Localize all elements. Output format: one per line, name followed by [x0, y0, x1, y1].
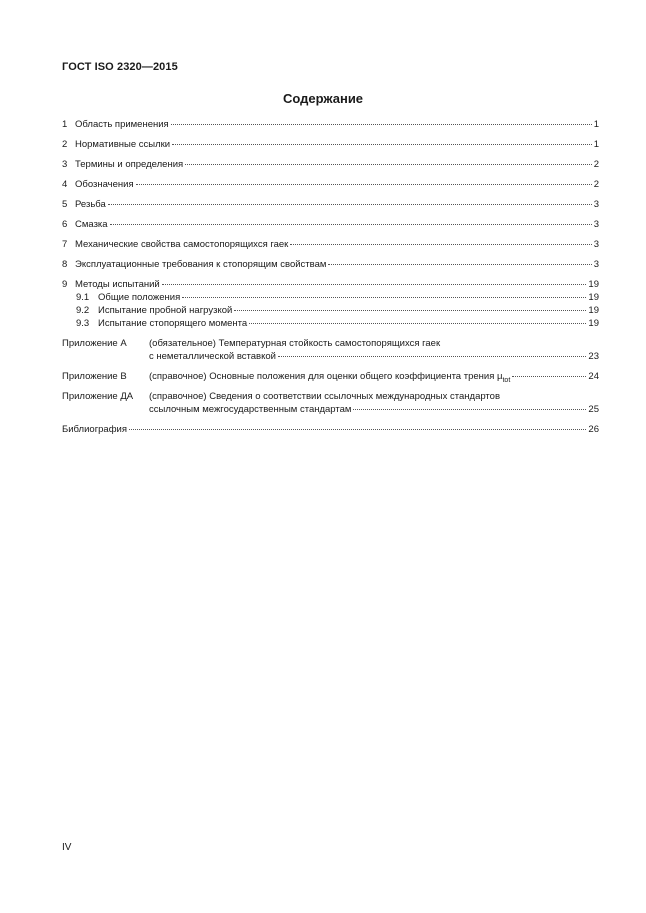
toc-entry-number: 8 [62, 259, 68, 270]
toc-entry-page: 3 [593, 219, 599, 230]
bibliography-page: 26 [588, 424, 599, 435]
toc-entry-1[interactable] [62, 119, 599, 131]
toc-entry-9-1[interactable] [62, 292, 599, 304]
appendix-da-line1[interactable] [62, 391, 599, 403]
toc-entry-title: Эксплуатационные требования к стопорящим свойствам [75, 259, 327, 270]
standard-header: ГОСТ ISO 2320—2015 [62, 61, 178, 73]
appendix-da-line2[interactable] [62, 404, 599, 416]
toc-entry-number: 9 [62, 279, 68, 290]
dot-leader [172, 144, 592, 145]
toc-entry-number: 1 [62, 119, 68, 130]
toc-entry-9[interactable] [62, 279, 599, 291]
page-title: Содержание [282, 91, 364, 106]
appendix-title: (обязательное) Температурная стойкость самостопорящихся гаек [149, 338, 441, 349]
toc-entry-7[interactable] [62, 239, 599, 251]
toc-entry-number: 5 [62, 199, 68, 210]
appendix-title: (справочное) Основные положения для оценки общего коэффициента трения [149, 371, 495, 382]
toc-entry-number: 9.1 [76, 292, 90, 303]
appendix-a-line2[interactable] [62, 351, 599, 363]
dot-leader [182, 297, 586, 298]
page-number-footer: IV [62, 842, 72, 853]
appendix-label: Приложение В [62, 371, 127, 382]
toc-entry-page: 2 [593, 159, 599, 170]
toc-entry-5[interactable] [62, 199, 599, 211]
toc-entry-title: Смазка [75, 219, 108, 230]
bibliography-entry[interactable] [62, 424, 599, 436]
dot-leader [110, 224, 592, 225]
toc-entry-title: Нормативные ссылки [75, 139, 171, 150]
toc-entry-page: 3 [593, 259, 599, 270]
toc-entry-9-2[interactable] [62, 305, 599, 317]
appendix-title-cont: ссылочным межгосударственным стандартам [149, 404, 352, 415]
toc-entry-page: 19 [588, 318, 599, 329]
appendix-a-line1[interactable] [62, 338, 599, 350]
appendix-b-line1[interactable] [62, 371, 599, 383]
toc-entry-page: 19 [588, 292, 599, 303]
dot-leader [185, 164, 592, 165]
appendix-page: 23 [588, 351, 599, 362]
appendix-title-cont: с неметаллической вставкой [149, 351, 276, 362]
toc-entry-page: 1 [593, 139, 599, 150]
toc-entry-title: Механические свойства самостопорящихся гаек [75, 239, 289, 250]
dot-leader [328, 264, 591, 265]
mu-tot-symbol: $\mu_{tot}$ [497, 371, 511, 384]
dot-leader [249, 323, 586, 324]
dot-leader [162, 284, 587, 285]
toc-entry-page: 2 [593, 179, 599, 190]
toc-entry-2[interactable] [62, 139, 599, 151]
toc-entry-page: 3 [593, 199, 599, 210]
toc-entry-title: Область применения [75, 119, 169, 130]
toc-entry-page: 1 [593, 119, 599, 130]
toc-entry-8[interactable] [62, 259, 599, 271]
toc-entry-title: Термины и определения [75, 159, 184, 170]
toc-entry-number: 2 [62, 139, 68, 150]
bibliography-title: Библиография [62, 424, 127, 435]
appendix-page: 24 [588, 371, 599, 382]
toc-entry-title: Резьба [75, 199, 106, 210]
toc-entry-title: Общие положения [98, 292, 181, 303]
dot-leader [278, 356, 586, 357]
dot-leader [290, 244, 591, 245]
toc-entry-9-3[interactable] [62, 318, 599, 330]
dot-leader [234, 310, 586, 311]
toc-entry-page: 19 [588, 279, 599, 290]
appendix-page: 25 [588, 404, 599, 415]
toc-entry-number: 4 [62, 179, 68, 190]
toc-entry-6[interactable] [62, 219, 599, 231]
toc-entry-title: Испытание пробной нагрузкой [98, 305, 233, 316]
dot-leader [108, 204, 592, 205]
dot-leader [171, 124, 592, 125]
toc-entry-title: Методы испытаний [75, 279, 160, 290]
toc-entry-page: 3 [593, 239, 599, 250]
toc-entry-page: 19 [588, 305, 599, 316]
appendix-label: Приложение А [62, 338, 127, 349]
toc-entry-number: 9.3 [76, 318, 90, 329]
dot-leader [136, 184, 592, 185]
appendix-title: (справочное) Сведения о соответствии ссылочных международных стандартов [149, 391, 501, 402]
toc-entry-number: 3 [62, 159, 68, 170]
toc-entry-number: 7 [62, 239, 68, 250]
toc-entry-number: 9.2 [76, 305, 90, 316]
appendix-label: Приложение ДА [62, 391, 134, 402]
toc-entry-title: Испытание стопорящего момента [98, 318, 248, 329]
toc-entry-number: 6 [62, 219, 68, 230]
toc-entry-4[interactable] [62, 179, 599, 191]
dot-leader [353, 409, 586, 410]
dot-leader [512, 376, 586, 377]
dot-leader [129, 429, 586, 430]
toc-entry-title: Обозначения [75, 179, 134, 190]
toc-entry-3[interactable] [62, 159, 599, 171]
